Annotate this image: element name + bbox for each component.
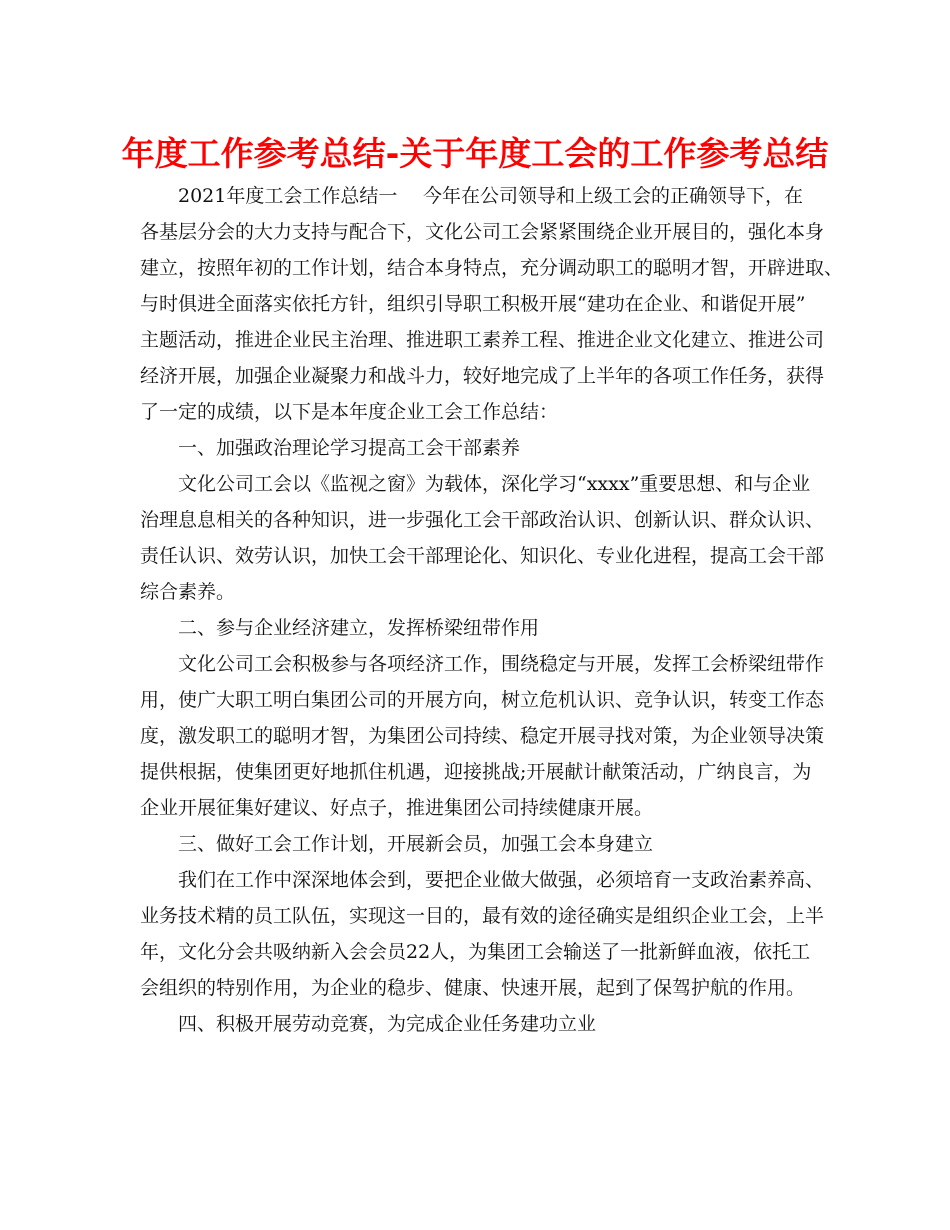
paragraph-line: 用，使广大职工明白集团公司的开展方向，树立危机认识、竞争认识，转变工作态 (140, 689, 825, 711)
paragraph-line: 综合素养。 (140, 581, 236, 603)
paragraph-line: 年，文化分会共吸纳新入会会员22人，为集团工会输送了一批新鲜血液，依托工 (140, 941, 811, 963)
paragraph-line: 责任认识、效劳认识，加快工会干部理论化、知识化、专业化进程，提高工会干部 (140, 545, 825, 567)
paragraph-line: 与时俱进全面落实依托方针，组织引导职工积极开展“建功在企业、和谐促开展” (140, 293, 806, 315)
section-heading: 二、参与企业经济建立，发挥桥梁纽带作用 (178, 617, 540, 639)
paragraph-line: 各基层分会的大力支持与配合下，文化公司工会紧紧围绕企业开展目的，强化本身 (140, 221, 825, 243)
paragraph-line: 治理息息相关的各种知识，进一步强化工会干部政治认识、创新认识、群众认识、 (140, 509, 825, 531)
section-heading: 一、加强政治理论学习提高工会干部素养 (178, 437, 521, 459)
paragraph-line: 文化公司工会以《监视之窗》为载体，深化学习“xxxx”重要思想、和与企业 (178, 473, 811, 495)
paragraph-line: 度，激发职工的聪明才智，为集团公司持续、稳定开展寻找对策，为企业领导决策 (140, 725, 825, 747)
document-title: 年度工作参考总结-关于年度工会的工作参考总结 (121, 134, 829, 173)
section-heading: 四、积极开展劳动竞赛，为完成企业任务建功立业 (178, 1013, 597, 1035)
paragraph-line: 主题活动，推进企业民主治理、推进职工素养工程、推进企业文化建立、推进公司 (140, 329, 825, 351)
paragraph-line: 会组织的特别作用，为企业的稳步、健康、快速开展，起到了保驾护航的作用。 (140, 977, 806, 999)
paragraph-line: 建立，按照年初的工作计划，结合本身特点，充分调动职工的聪明才智，开辟进取、 (140, 257, 844, 279)
paragraph-line: 我们在工作中深深地体会到，要把企业做大做强，必须培育一支政治素养高、 (178, 869, 825, 891)
paragraph-line: 经济开展，加强企业凝聚力和战斗力，较好地完成了上半年的各项工作任务，获得 (140, 365, 825, 387)
paragraph-line: 文化公司工会积极参与各项经济工作，围绕稳定与开展，发挥工会桥梁纽带作 (178, 653, 825, 675)
paragraph-line: 了一定的成绩，以下是本年度企业工会工作总结： (140, 401, 559, 423)
section-heading: 三、做好工会工作计划，开展新会员，加强工会本身建立 (178, 833, 654, 855)
paragraph-line: 今年在公司领导和上级工会的正确领导下，在 (423, 185, 804, 207)
paragraph-line: 企业开展征集好建议、好点子，推进集团公司持续健康开展。 (140, 797, 654, 819)
paragraph-line: 提供根据，使集团更好地抓住机遇，迎接挑战;开展献计献策活动，广纳良言，为 (140, 761, 812, 783)
paragraph-line: 2021年度工会工作总结一 (178, 185, 398, 207)
paragraph-line: 业务技术精的员工队伍，实现这一目的，最有效的途径确实是组织企业工会，上半 (140, 905, 825, 927)
